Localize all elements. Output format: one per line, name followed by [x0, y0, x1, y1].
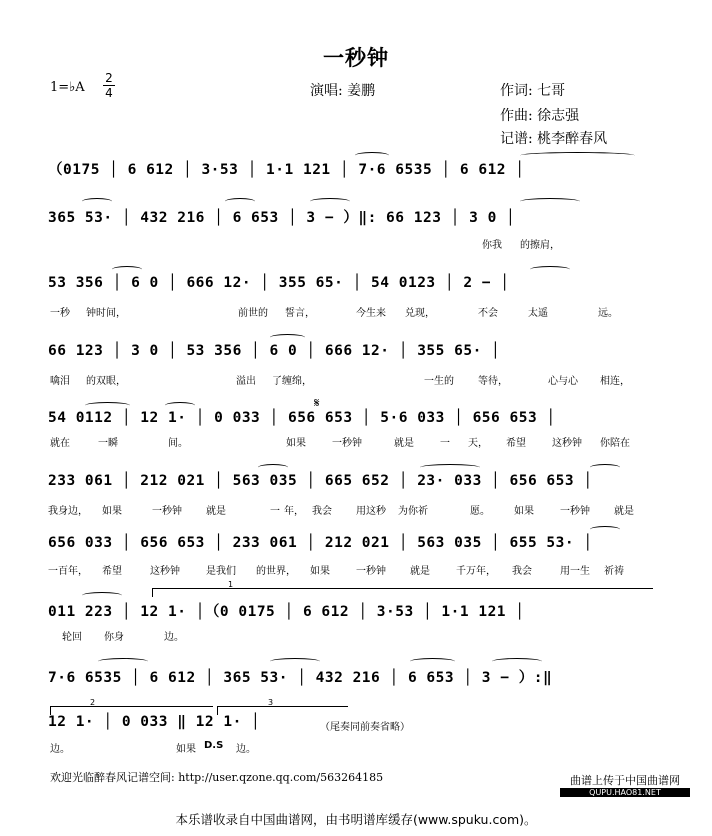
notation-line: 12 1· │ 0 033 ‖ 12 1· │ [48, 714, 261, 730]
volta-number: 3 [268, 698, 274, 707]
lyric: 用一生 [560, 566, 590, 577]
credit-line: 本乐谱收录自中国曲谱网，由书明谱库缓存(www.spuku.com)。 [175, 812, 537, 827]
volta-number: 1 [228, 580, 234, 589]
lyric: 一秒钟 [560, 506, 590, 517]
lyric: 我身边， [48, 506, 88, 517]
lyric: 今生来 [356, 308, 386, 319]
lyric: 一 [440, 438, 450, 449]
tail-note: （尾奏同前奏省略） [320, 722, 410, 733]
singer-credit: 演唱: 姜鹏 [310, 83, 376, 99]
notation-line: （0175 │ 6 612 │ 3·53 │ 1·1 121 │ 7·6 6535 │ 6 612 │ [48, 162, 525, 178]
notation-line: 365 53· │ 432 216 │ 6 653 │ 3 − ）‖: 66 123 │ 3 0 │ [48, 210, 516, 226]
notation-line: 7·6 6535 │ 6 612 │ 365 53· │ 432 216 │ 6 653 │ 3 − ）:‖ [48, 670, 553, 686]
lyric: 你身 [104, 632, 124, 643]
lyric: 一秒钟 [152, 506, 182, 517]
lyric: 等待， [478, 376, 508, 387]
lyric: 如果 [102, 506, 122, 517]
lyric: 一生的 [424, 376, 454, 387]
tie [520, 198, 580, 205]
lyric: 如果 [286, 438, 306, 449]
stamp-line-2: QUPU.HAO81.NET [560, 788, 690, 797]
lyric: 的世界， [256, 566, 296, 577]
lyric: 就是 [410, 566, 430, 577]
notation-line: 011 223 │ 12 1· │（0 0175 │ 6 612 │ 3·53 │ 1·1 121 │ [48, 604, 525, 620]
volta-bracket-1 [152, 588, 653, 597]
notation-line: 53 356 │ 6 0 │ 666 12· │ 355 65· │ 54 0123 │ 2 − │ [48, 275, 510, 291]
transcriber-credit: 记谱: 桃李醉春风 [500, 131, 608, 147]
lyric: 了缠绵， [272, 376, 312, 387]
lyric: 希望 [102, 566, 122, 577]
lyric: 太遥 [528, 308, 548, 319]
slur [82, 198, 112, 205]
lyricist-credit: 作词: 七哥 [500, 83, 566, 99]
lyric: 轮回 [62, 632, 82, 643]
segno-icon: 𝄋 [314, 396, 320, 411]
lyric: 如果 [176, 744, 196, 755]
lyric: 这秒钟 [150, 566, 180, 577]
slur [112, 266, 142, 273]
notation-line: 233 061 │ 212 021 │ 563 035 │ 665 652 │ 23· 033 │ 656 653 │ [48, 473, 593, 489]
time-signature [103, 72, 115, 99]
composer-credit: 作曲: 徐志强 [500, 108, 580, 124]
lyric: 希望 [506, 438, 526, 449]
lyric: 的擦肩， [520, 240, 560, 251]
notation-line: 656 033 │ 656 653 │ 233 061 │ 212 021 │ 563 035 │ 655 53· │ [48, 535, 593, 551]
notation-line: 54 0112 │ 12 1· │ 0 033 │ 656 653 │ 5·6 033 │ 656 653 │ [48, 410, 556, 426]
lyric: 用这秒 [356, 506, 386, 517]
lyric: 如果 [514, 506, 534, 517]
notation-line: 66 123 │ 3 0 │ 53 356 │ 6 0 │ 666 12· │ 355 65· │ [48, 343, 501, 359]
lyric: 远。 [598, 308, 618, 319]
slur [310, 198, 350, 205]
lyric: 一秒钟 [356, 566, 386, 577]
lyric: 噙泪 [50, 376, 70, 387]
tie [520, 152, 635, 159]
lyric: 就是 [206, 506, 226, 517]
slur [225, 198, 255, 205]
slur [98, 658, 148, 665]
lyric: 的双眼， [86, 376, 126, 387]
lyric: 边。 [236, 744, 256, 755]
lyric: 是我们 [206, 566, 236, 577]
lyric: 溢出 [236, 376, 256, 387]
lyric: 钟时间， [86, 308, 126, 319]
transcriber-site-note: 欢迎光临醉春风记谱空间: http://user.qzone.qq.com/563264185 [50, 771, 384, 784]
lyric: 你我 [482, 240, 502, 251]
page-title: 一秒钟 [323, 45, 389, 70]
lyric: 一百年， [48, 566, 88, 577]
lyric: 年， [284, 506, 304, 517]
lyric: 前世的 [238, 308, 268, 319]
lyric: 祈祷 [604, 566, 624, 577]
upload-stamp [560, 772, 690, 797]
slur [590, 526, 620, 533]
volta-number: 2 [90, 698, 96, 707]
slur [258, 464, 288, 471]
lyric: 相连， [600, 376, 630, 387]
slur [85, 402, 130, 409]
lyric: 愿。 [470, 506, 490, 517]
lyric: 千万年， [456, 566, 496, 577]
lyric: 就是 [394, 438, 414, 449]
slur [270, 334, 305, 341]
stamp-line-1: 曲谱上传于中国曲谱网 [570, 774, 680, 787]
lyric: 就在 [50, 438, 70, 449]
slur [590, 464, 620, 471]
lyric: 我会 [312, 506, 332, 517]
lyric: 如果 [310, 566, 330, 577]
lyric: 边。 [164, 632, 184, 643]
lyric: 你陪在 [600, 438, 630, 449]
lyric: 一秒钟 [332, 438, 362, 449]
lyric: 间。 [168, 438, 188, 449]
lyric: 不会 [478, 308, 498, 319]
lyric: 一秒 [50, 308, 70, 319]
lyric: 一瞬 [98, 438, 118, 449]
slur [410, 658, 455, 665]
lyric: 我会 [512, 566, 532, 577]
lyric: 天， [468, 438, 488, 449]
slur [492, 658, 542, 665]
slur [82, 592, 122, 599]
lyric: 为你祈 [398, 506, 428, 517]
time-signature-top: 2 [105, 71, 113, 85]
slur [530, 266, 570, 273]
lyric: 就是 [614, 506, 634, 517]
slur [165, 402, 195, 409]
lyric: 一 [270, 506, 280, 517]
lyric: 兑现， [405, 308, 435, 319]
lyric: 这秒钟 [552, 438, 582, 449]
lyric: 边。 [50, 744, 70, 755]
slur [270, 658, 320, 665]
key-signature: 1=♭A [50, 80, 85, 95]
tie [420, 464, 480, 471]
time-signature-bottom: 4 [105, 86, 113, 100]
lyric: D.S [204, 740, 224, 751]
lyric: 誓言， [285, 308, 315, 319]
lyric: 心与心 [548, 376, 578, 387]
